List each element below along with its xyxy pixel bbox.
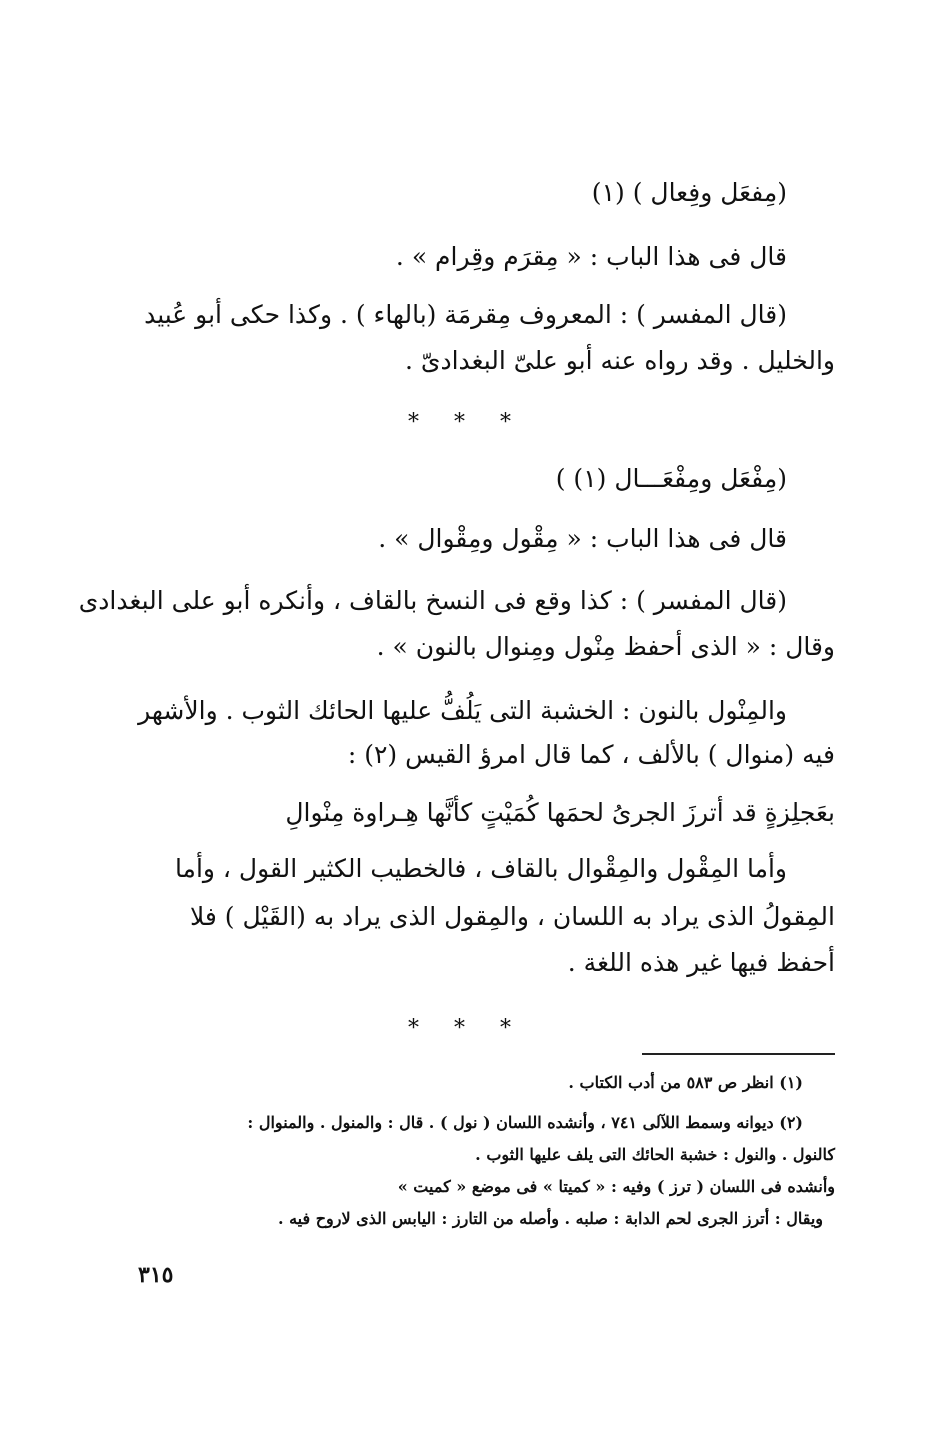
page-number: ٣١٥ [138,1262,174,1288]
poem-verse: بعَجلِزةٍ قد أترزَ الجرىُ لحمَها كُمَيْتٍ كأنَّها هِـراوة مِنْوالِ [285,798,835,827]
section2-p2-line2: فيه (منوال ) بالألف ، كما قال امرؤ القيس (٢) : [347,740,835,769]
section2-p1-line1: (قال المفسر ) : كذا وقع فى النسخ بالقاف ، وأنكره أبو على البغدادى [78,586,787,615]
section2-quote-line: قال فى هذا الباب : « مِقْول ومِقْوال » . [378,524,787,553]
section2-p3-line1: وأما المِقْول والمِقْوال بالقاف ، فالخطيب الكثير القول ، وأما [174,854,787,883]
section2-p1-line2: وقال : « الذى أحفظ مِنْول ومِنوال بالنون » . [376,632,835,661]
section1-quote-line: قال فى هذا الباب : « مِقرَم وقِرام » . [395,242,787,271]
section2-heading: (مِفْعَل ومِفْعَـــال (١) ) [555,464,787,493]
footnote-2-line2: كالنول . والنول : خشبة الحائك التى يلف عليها الثوب . [475,1145,835,1164]
section1-heading: (مِفعَل وفِعال ) (١) [591,178,787,207]
section2-p3-line3: أحفظ فيها غير هذه اللغة . [567,948,835,977]
footnote-1: (١) انظر ص ٥٨٣ من أدب الكتاب . [568,1073,803,1092]
footnote-rule [642,1053,835,1055]
footnote-2-line3: وأنشده فى اللسان ( ترز ) وفيه : « كميتا » فى موضع « كميت » [397,1177,835,1196]
section2-p2-line1: والمِنْول بالنون : الخشبة التى يَلُفُّ عليها الحائك الثوب . والأشهر [138,696,787,725]
section1-para-line2: والخليل . وقد رواه عنه أبو علىّ البغدادىّ . [405,346,835,375]
section1-para-line1: (قال المفسر ) : المعروف مِقرمَة (بالهاء ) . وكذا حكى أبو عُبيد [144,300,787,329]
section2-p3-line2: المِقولُ الذى يراد به اللسان ، والمِقول الذى يراد به (القَيْل ) فلا [189,902,835,931]
separator-stars-1: * * * [408,410,525,435]
footnote-2-line4: ويقال : أترز الجرى لحم الدابة : صلبه . وأصله من التارز : اليابس الذى لاروح فيه . [277,1209,823,1228]
footnote-2-line1: (٢) ديوانه وسمط اللآلى ٧٤١ ، وأنشده اللسان ( نول ) . قال : والمنول . والمنوال : [247,1113,803,1132]
separator-stars-2: * * * [408,1016,525,1041]
